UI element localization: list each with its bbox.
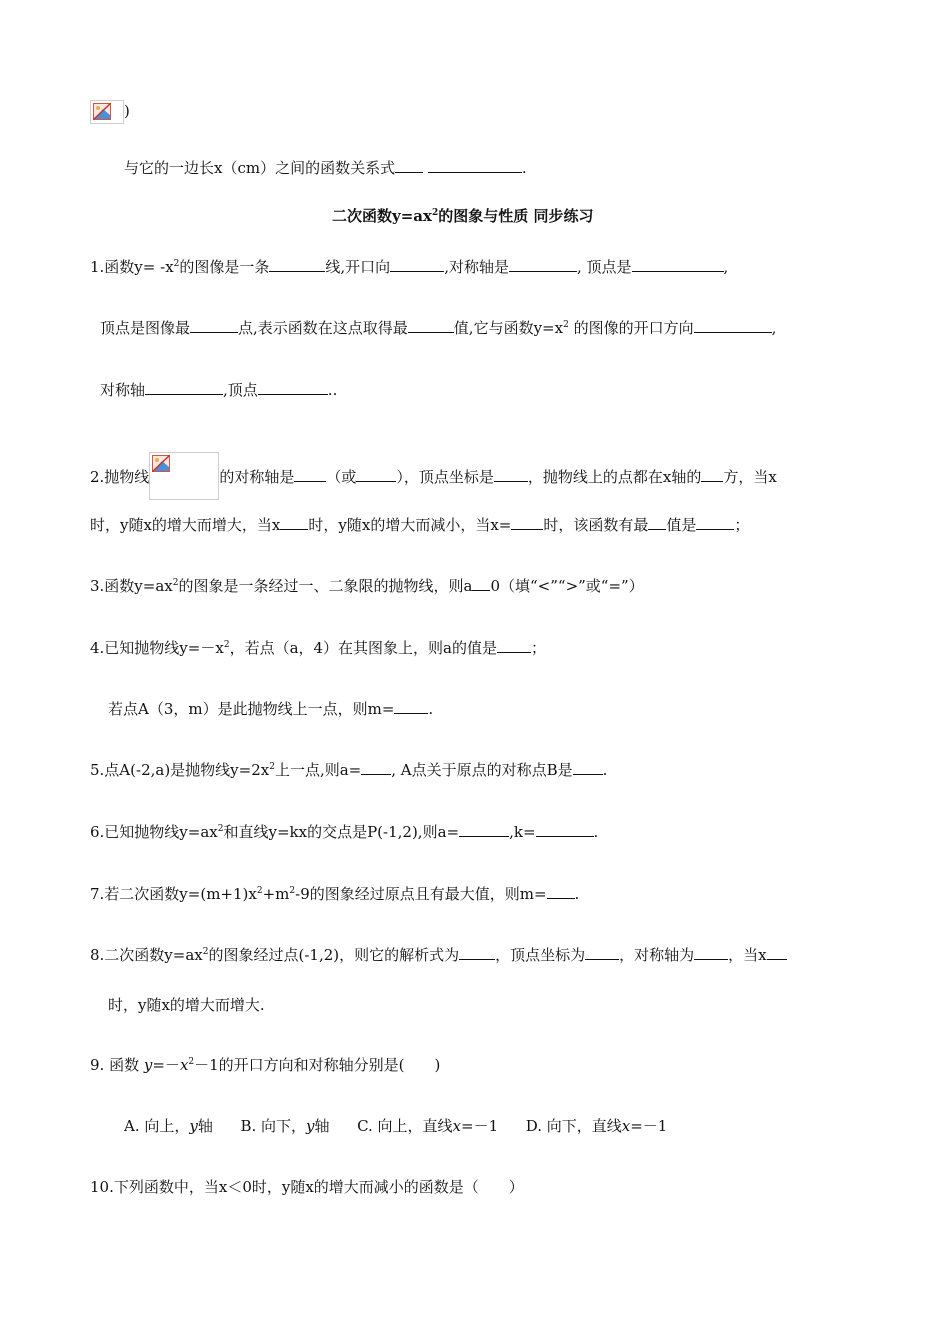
q5-c: , A点关于原点的对称点B是 [391,761,573,779]
q6-sup: 2 [217,824,224,834]
q8-l2: 时，y随x的增大而增大. [108,996,265,1014]
blank[interactable] [509,256,577,272]
q3-c: 0（填“<”“>”或“=”） [490,577,644,595]
intro-text: 与它的一边长x（cm）之间的函数关系式 [124,159,396,177]
question-1-line2 [100,317,776,338]
q1-l2-sup: 2 [563,320,569,330]
q3-sup: 2 [172,578,179,588]
option-c[interactable] [357,1117,498,1135]
q8-b: 的图象经过点(-1,2)，则它的解析式为 [208,946,460,964]
q1-l3a: 对称轴 [100,381,146,399]
q5-a: 5.点A(-2,a)是抛物线y=2x [90,761,270,779]
blank[interactable] [585,944,619,960]
q8-a: 8.二次函数y=ax [90,946,203,964]
q5-sup: 2 [269,762,275,772]
q2-d: ），顶点坐标是 [396,468,494,486]
blank[interactable] [536,821,594,837]
q4-l2a: 若点A（3，m）是此抛物线上一点，则m= [108,700,395,718]
q1-a: 1.函数y= -x [90,258,174,276]
blank[interactable] [696,514,734,530]
q9-y: y [143,1056,153,1074]
q10-text: 10.下列函数中，当x＜0时，y随x的增大而减小的函数是（ ） [90,1178,524,1196]
blank[interactable] [459,821,509,837]
q4-l2b: . [428,700,434,718]
q7-d: . [574,885,580,903]
question-5 [90,759,607,780]
opt-d-label: D. 向下，直线 [525,1117,622,1135]
blank[interactable] [497,637,531,653]
question-7 [90,883,579,904]
paren-text: ) [124,102,130,120]
blank[interactable] [694,944,728,960]
q9-b: －1的开口方向和对称轴分别是( ) [194,1056,441,1074]
blank[interactable] [356,466,396,482]
question-6 [90,821,598,842]
q2-c: （或 [326,468,357,486]
blank[interactable] [767,944,787,960]
q6-a: 6.已知抛物线y=ax [90,823,218,841]
blank[interactable] [701,466,723,482]
blank[interactable] [269,256,325,272]
option-a[interactable] [124,1117,213,1135]
blank[interactable] [472,575,490,591]
q7-c: -9的图象经过原点且有最大值，则m= [295,885,547,903]
q9-sup: 2 [188,1057,195,1067]
q3-a: 3.函数y=ax [90,577,173,595]
q5-d: . [602,761,608,779]
q2-l2a: 时，y随x的增大而增大，当x [90,516,281,534]
question-10 [90,1177,524,1197]
q2-f: 方，当x [723,468,777,486]
opt-d-x: x [621,1117,631,1135]
question-8 [90,944,787,965]
q1-c: 线,开口向 [325,258,391,276]
blank[interactable] [294,466,326,482]
option-d[interactable] [526,1117,668,1135]
q8-e: ，当x [728,946,767,964]
q2-a: 2.抛物线 [90,468,150,486]
q2-l2d: 值是 [666,516,697,534]
blank[interactable] [390,256,444,272]
question-4 [90,637,546,658]
q7-b: +m [262,885,290,903]
q1-b: 的图像是一条 [179,258,270,276]
opt-c-x: x [452,1117,462,1135]
blank[interactable] [428,157,522,173]
q1-l2a: 顶点是图像最 [100,319,191,337]
q2-l2c: 时，该函数有最 [543,516,649,534]
q6-d: . [593,823,599,841]
q1-l2e: , [771,319,777,337]
q1-l2b: 点,表示函数在这点取得最 [238,319,408,337]
q8-sup: 2 [202,947,209,957]
blank[interactable] [394,698,428,714]
intro-line [124,157,527,178]
blank[interactable] [694,317,772,333]
opt-a-y: y [189,1117,198,1135]
blank[interactable] [648,514,666,530]
page-title [332,206,593,226]
question-3 [90,575,644,596]
blank[interactable] [494,466,528,482]
blank[interactable] [395,157,423,173]
blank[interactable] [280,514,308,530]
opt-b-end: 轴 [314,1117,330,1135]
q1-l2d: 的图像的开口方向 [568,319,694,337]
question-8-line2 [108,995,265,1015]
question-2 [90,452,777,500]
blank[interactable] [459,944,495,960]
title-prefix: 二次函数y=ax [332,207,432,225]
q6-c: ,k= [509,823,536,841]
q9-eq: =－ [152,1056,180,1074]
q2-e: ，抛物线上的点都在x轴的 [527,468,702,486]
q5-b: 上一点,则a= [274,761,362,779]
blank[interactable] [547,883,575,899]
q7-sup1: 2 [256,886,263,896]
question-2-line2 [90,514,749,535]
q4-b: ，若点（a，4）在其图象上，则a的值是 [229,639,497,657]
blank[interactable] [258,379,328,395]
q7-a: 7.若二次函数y=(m+1)x [90,885,257,903]
title-suffix: 的图象与性质 同步练习 [438,207,594,225]
q2-l2e: ； [734,516,750,534]
intro-end: . [521,159,527,177]
blank[interactable] [511,514,543,530]
blank[interactable] [145,379,223,395]
q1-l3c: .. [327,381,338,399]
q6-b: 和直线y=kx的交点是P(-1,2),则a= [223,823,460,841]
blank[interactable] [408,317,454,333]
q4-a: 4.已知抛物线y=－x [90,639,224,657]
question-1-line3 [100,379,337,400]
blank[interactable] [632,256,724,272]
q9-x: x [179,1056,189,1074]
opt-a-end: 轴 [197,1117,213,1135]
q4-c: ； [531,639,547,657]
option-b[interactable] [240,1117,329,1135]
q1-l3b: ,顶点 [223,381,258,399]
opt-c-label: C. 向上，直线 [357,1117,453,1135]
opt-c-end: =－1 [461,1117,499,1135]
opt-d-end: =－1 [630,1117,668,1135]
question-4-line2 [108,698,433,719]
opt-b-y: y [306,1117,315,1135]
q8-c: ，顶点坐标为 [495,946,586,964]
q1-d: ,对称轴是 [444,258,509,276]
q7-sup2: 2 [289,886,296,896]
q2-l2b: 时，y随x的增大而减小，当x= [308,516,512,534]
question-9 [90,1055,440,1075]
q2-b: 的对称轴是 [219,468,295,486]
broken-image-icon [90,100,124,124]
q8-d: ，对称轴为 [619,946,695,964]
blank[interactable] [361,759,391,775]
q1-f: , [723,258,729,276]
blank[interactable] [573,759,603,775]
broken-image-icon [149,452,219,500]
opt-a-label: A. 向上， [124,1117,190,1135]
question-9-options [124,1116,667,1136]
blank[interactable] [190,317,238,333]
q9-a: 9. 函数 [90,1056,140,1074]
question-1 [90,256,728,277]
q4-sup: 2 [223,640,230,650]
top-line [90,100,130,124]
q1-sup: 2 [173,259,180,269]
q1-e: , 顶点是 [576,258,632,276]
opt-b-label: B. 向下， [240,1117,306,1135]
q1-l2c: 值,它与函数y=x [453,319,564,337]
title-sup: 2 [431,208,439,218]
q3-b: 的图象是一条经过一、二象限的抛物线，则a [178,577,473,595]
